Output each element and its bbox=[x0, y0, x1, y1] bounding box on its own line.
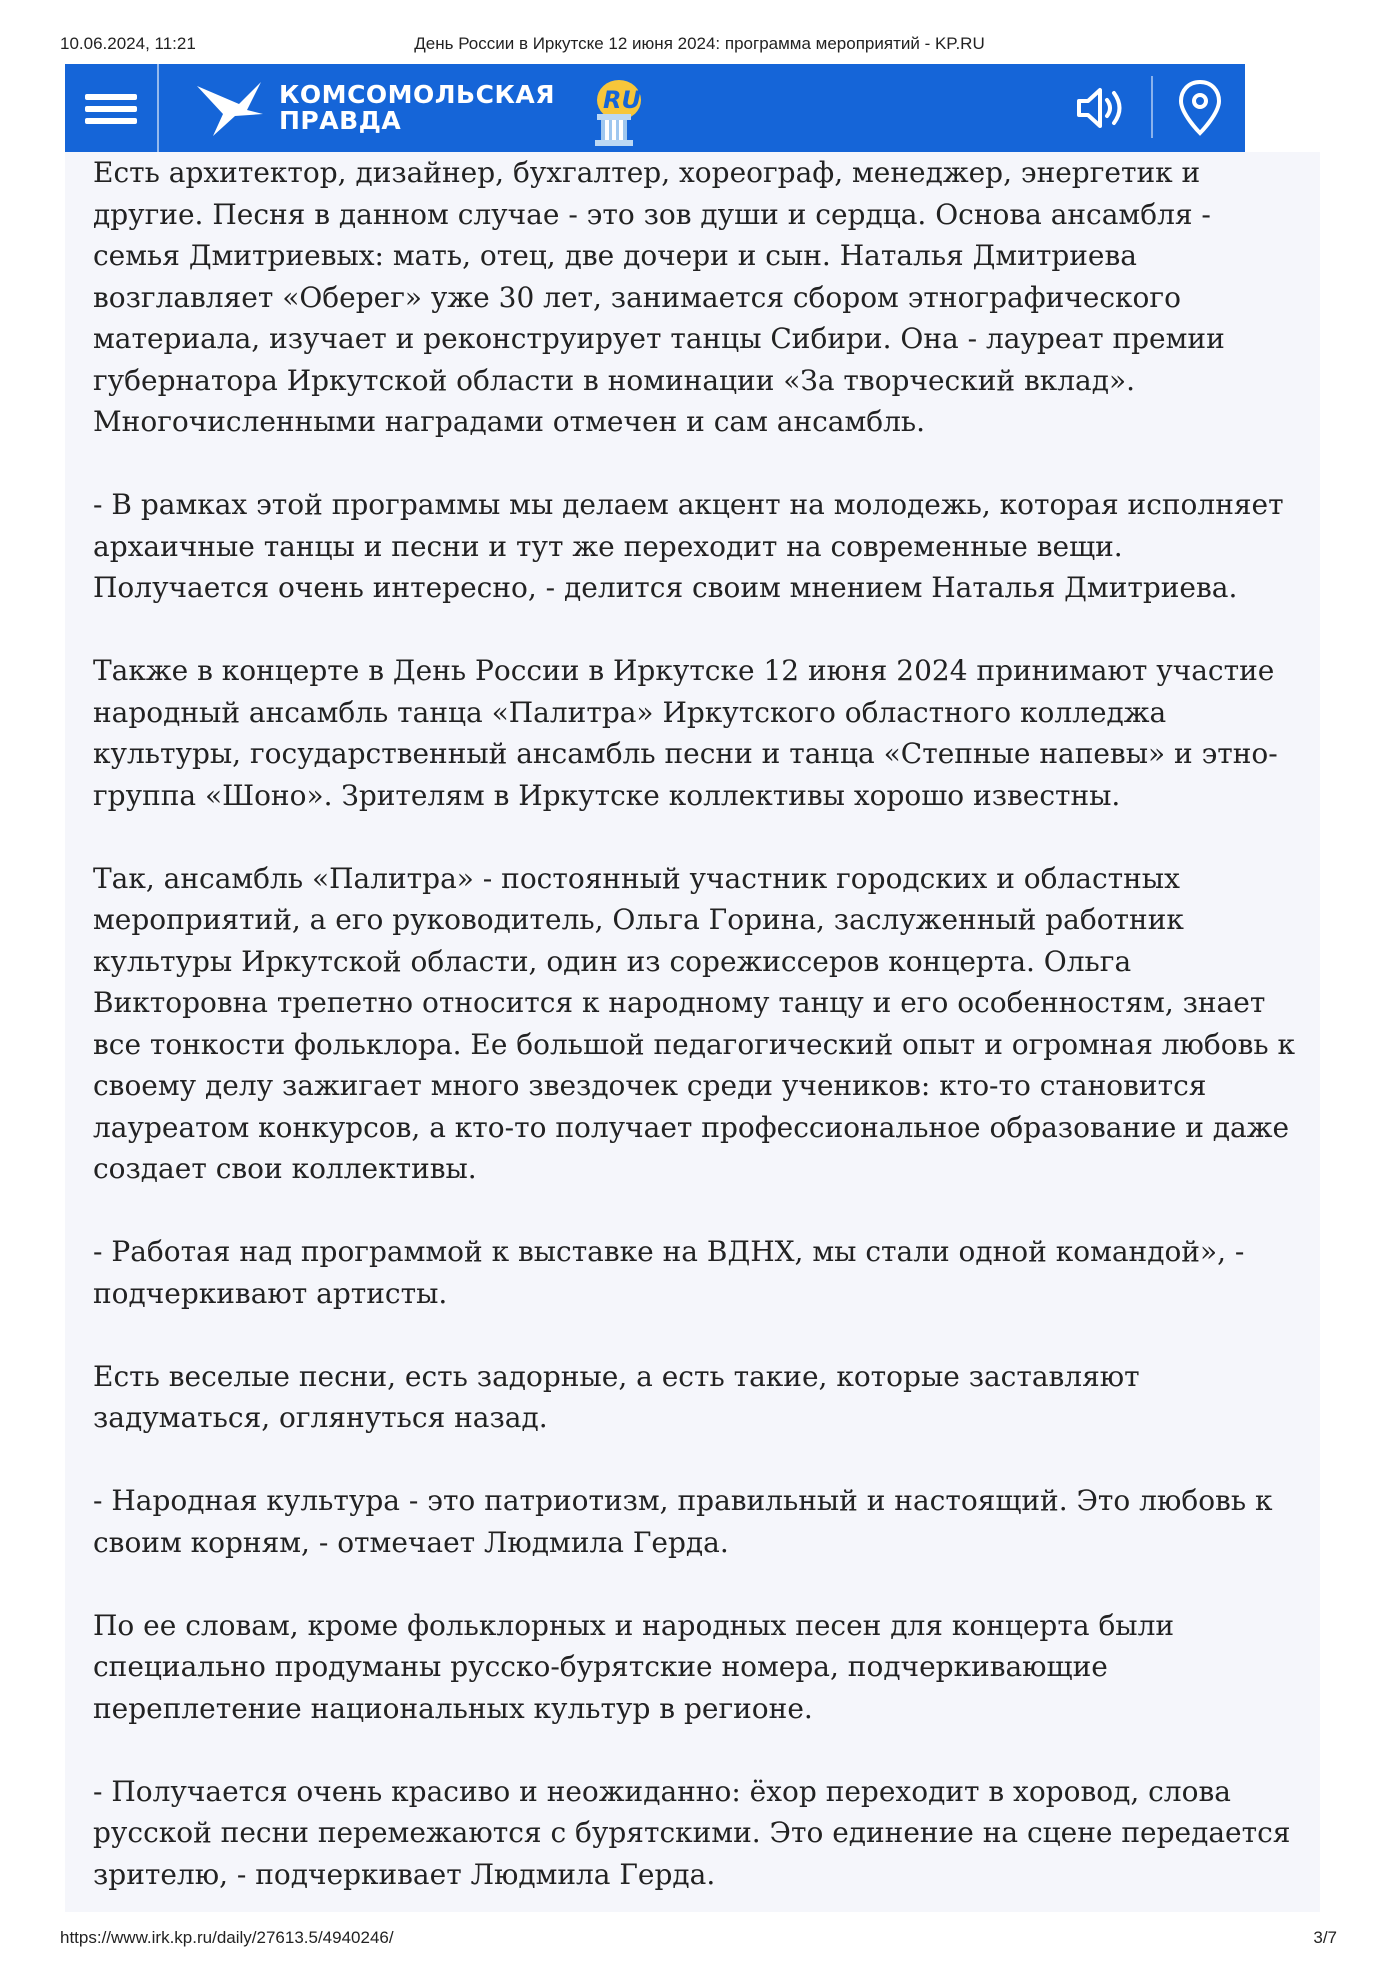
print-page-title: День России в Иркутске 12 июня 2024: программа мероприятий - KP.RU bbox=[414, 34, 985, 53]
swallow-logo-icon bbox=[195, 80, 265, 138]
article-body bbox=[93, 152, 1303, 1937]
article-paragraph: Есть веселые песни, есть задорные, а есть такие, которые заставляют задуматься, оглянуться назад. bbox=[93, 1359, 1140, 1434]
logo-line-1: КОМСОМОЛЬСКАЯ bbox=[279, 80, 555, 109]
header-divider bbox=[1151, 76, 1153, 138]
ru-badge-text: RU bbox=[603, 86, 641, 114]
site-logo[interactable] bbox=[195, 78, 655, 144]
print-header bbox=[0, 0, 1399, 60]
article-paragraph: По ее словам, кроме фольклорных и народных песен для концерта были специально продуманы русско-бурятские номера, подчеркивающие переплетение национальных культур в регионе. bbox=[93, 1608, 1175, 1725]
article-paragraph: Есть архитектор, дизайнер, бухгалтер, хореограф, менеджер, энергетик и другие. Песня в данном случае - это зов души и сердца. Основа ансамбля - семья Дмитриевых: мать, отец, две дочери и сын. Наталья Дмитриева возглавляет «Оберег» уже 30 лет, занимается сбором этнографического материала, изучает и реконструирует танцы Сибири. Она - лауреат премии губернатора Иркутской области в номинации «За творческий вклад». Многочисленными наградами отмечен и сам ансамбль. bbox=[93, 156, 1225, 438]
article-paragraph: - Работая над программой к выставке на ВДНХ, мы стали одной командой», - подчеркивают артисты. bbox=[93, 1235, 1245, 1310]
article-paragraph: Так, ансамбль «Палитра» - постоянный участник городских и областных мероприятий, а его руководитель, Ольга Горина, заслуженный работник культуры Иркутской области, один из сорежиссеров концерта. Ольга Викторовна трепетно относится к народному танцу и его особенностям, знает все тонкости фольклора. Ее большой педагогический опыт и огромная любовь к своему делу зажигает много звездочек среди учеников: кто-то становится лауреатом конкурсов, а кто-то получает профессиональное образование и даже создает свои коллективы. bbox=[93, 861, 1296, 1185]
article-paragraph: - Получается очень красиво и неожиданно: ёхор переходит в хоровод, слова русской песни перемежаются с бурятскими. Это единение на сцене передается зрителю, - подчеркивает Людмила Герда. bbox=[93, 1774, 1291, 1891]
article-paragraph: Также в концерте в День России в Иркутске 12 июня 2024 принимают участие народный ансамбль танца «Палитра» Иркутского областного колледжа культуры, государственный ансамбль песни и танца «Степные напевы» и этно-группа «Шоно». Зрителям в Иркутске коллективы хорошо известны. bbox=[93, 654, 1278, 812]
article-container bbox=[65, 152, 1320, 1912]
logo-line-2: ПРАВДА bbox=[279, 106, 402, 135]
hamburger-icon[interactable] bbox=[65, 64, 159, 152]
speaker-icon[interactable] bbox=[1073, 82, 1127, 134]
location-pin-icon[interactable] bbox=[1175, 78, 1225, 138]
article-paragraph: - Народная культура - это патриотизм, правильный и настоящий. Это любовь к своим корням, - отмечает Людмила Герда. bbox=[93, 1484, 1273, 1559]
print-datetime: 10.06.2024, 11:21 bbox=[60, 34, 196, 53]
print-url: https://www.irk.kp.ru/daily/27613.5/4940246/ bbox=[60, 1928, 394, 1947]
print-page-number: 3/7 bbox=[1313, 1928, 1337, 1947]
print-footer bbox=[0, 1920, 1399, 1980]
site-header bbox=[65, 64, 1245, 152]
logo-wordmark bbox=[279, 82, 555, 134]
article-paragraph: - В рамках этой программы мы делаем акцент на молодежь, которая исполняет архаичные танцы и песни и тут же переходит на современные вещи. Получается очень интересно, - делится своим мнением Наталья Дмитриева. bbox=[93, 488, 1284, 604]
